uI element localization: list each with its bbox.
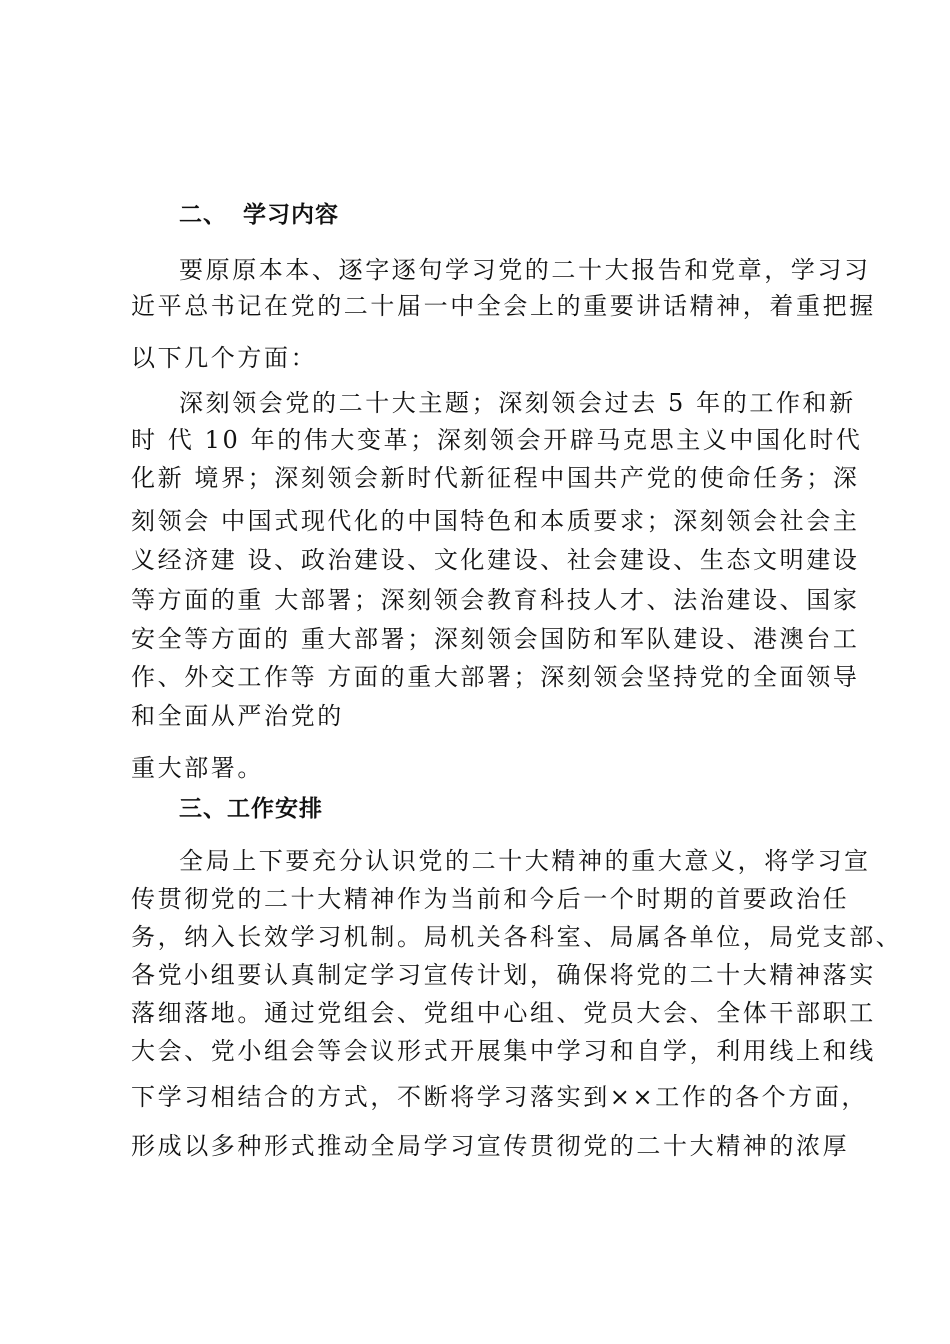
paragraph-line: 安全等方面的 重大部署；深刻领会国防和军队建设、港澳台工 <box>131 625 860 653</box>
paragraph-line: 下学习相结合的方式，不断将学习落实到××工作的各个方面， <box>131 1083 869 1111</box>
paragraph-line: 深刻领会党的二十大主题；深刻领会过去 5 年的工作和新 <box>179 389 856 417</box>
paragraph-line: 务，纳入长效学习机制。局机关各科室、局属各单位，局党支部、 <box>131 923 903 951</box>
section-number: 二、 <box>179 202 227 228</box>
paragraph-line: 和全面从严治党的 <box>131 702 344 730</box>
paragraph-line: 时 代 10 年的伟大变革；深刻领会开辟马克思主义中国化时代 <box>131 426 863 454</box>
paragraph-line: 传贯彻党的二十大精神作为当前和今后一个时期的首要政治任 <box>131 885 850 913</box>
paragraph-line: 刻领会 中国式现代化的中国特色和本质要求；深刻领会社会主 <box>131 507 860 535</box>
paragraph-line: 落细落地。通过党组会、党组中心组、党员大会、全体干部职工 <box>131 999 876 1027</box>
paragraph-line: 大会、党小组会等会议形式开展集中学习和自学，利用线上和线 <box>131 1037 876 1065</box>
paragraph-line: 各党小组要认真制定学习宣传计划，确保将党的二十大精神落实 <box>131 961 876 989</box>
paragraph-line: 作、外交工作等 方面的重大部署；深刻领会坚持党的全面领导 <box>131 663 860 691</box>
section-title: 学习内容 <box>243 202 339 228</box>
paragraph-line: 以下几个方面： <box>131 344 318 372</box>
paragraph-line: 要原原本本、逐字逐句学习党的二十大报告和党章，学习习 <box>179 256 871 284</box>
paragraph-line: 等方面的重 大部署；深刻领会教育科技人才、法治建设、国家 <box>131 586 860 614</box>
paragraph-line: 近平总书记在党的二十届一中全会上的重要讲话精神，着重把握 <box>131 292 876 320</box>
paragraph-line: 形成以多种形式推动全局学习宣传贯彻党的二十大精神的浓厚 <box>131 1132 850 1160</box>
paragraph-line: 全局上下要充分认识党的二十大精神的重大意义，将学习宣 <box>179 847 871 875</box>
paragraph-line: 义经济建 设、政治建设、文化建设、社会建设、生态文明建设 <box>131 546 860 574</box>
paragraph-line: 化新 境界；深刻领会新时代新征程中国共产党的使命任务；深 <box>131 464 860 492</box>
paragraph-line: 重大部署。 <box>131 754 264 782</box>
section-heading-work-arrangement: 三、工作安排 <box>179 796 323 822</box>
section-heading-study-content <box>179 200 339 230</box>
